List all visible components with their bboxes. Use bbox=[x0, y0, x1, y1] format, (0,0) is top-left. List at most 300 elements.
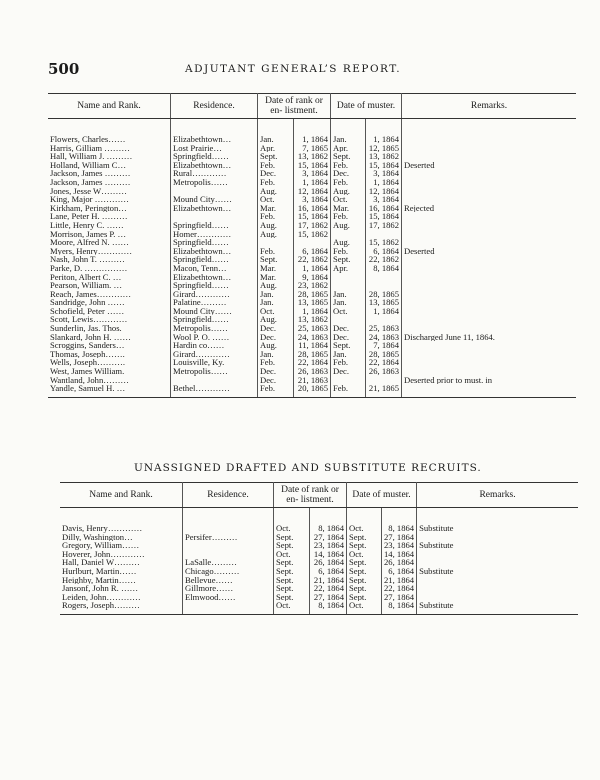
cell-muster-date: 12, 1864 bbox=[366, 187, 402, 196]
table-row bbox=[48, 247, 576, 256]
table-row bbox=[48, 264, 576, 273]
cell-muster-month: Oct. bbox=[331, 195, 366, 204]
cell-muster-month: Sept. bbox=[347, 567, 382, 576]
cell-muster-month: Sept. bbox=[347, 593, 382, 602]
cell-muster-month: Sept. bbox=[347, 558, 382, 567]
cell-remarks: Substitute bbox=[419, 541, 454, 550]
cell-muster-date: 26, 1864 bbox=[382, 558, 417, 567]
cell-muster-date: 6, 1864 bbox=[366, 247, 402, 256]
table-row bbox=[60, 524, 578, 533]
cell-muster-date bbox=[366, 273, 402, 282]
cell-name: Hall, Daniel W……… bbox=[60, 558, 183, 567]
cell-rank-date: 26, 1863 bbox=[294, 367, 331, 376]
cell-name: Myers, Henry………… bbox=[48, 247, 171, 256]
cell-muster-date: 1, 1864 bbox=[366, 135, 402, 144]
table-row bbox=[48, 376, 576, 385]
table-row bbox=[48, 315, 576, 324]
cell-rank-month: Jan. bbox=[258, 350, 294, 359]
cell-muster-date: 21, 1864 bbox=[382, 576, 417, 585]
cell-muster-date: 22, 1864 bbox=[366, 358, 402, 367]
cell-rank-month: Dec. bbox=[258, 169, 294, 178]
cell-rank-date bbox=[294, 238, 331, 247]
col-name-header: Name and Rank. bbox=[60, 483, 183, 508]
cell-rank-date: 21, 1863 bbox=[294, 376, 331, 385]
cell-rank-date: 1, 1864 bbox=[294, 307, 331, 316]
cell-remarks bbox=[402, 298, 577, 307]
cell-rank-date: 15, 1864 bbox=[294, 161, 331, 170]
cell-muster-date: 21, 1865 bbox=[366, 384, 402, 393]
cell-name: Jackson, James ……… bbox=[48, 178, 171, 187]
table-row bbox=[48, 298, 576, 307]
cell-residence bbox=[171, 212, 258, 221]
cell-remarks bbox=[402, 144, 577, 153]
cell-remarks: Substitute bbox=[419, 566, 454, 576]
cell-rank-month: Feb. bbox=[258, 178, 294, 187]
cell-residence: Metropolis…… bbox=[171, 178, 258, 187]
cell-name: King, Major ………… bbox=[48, 195, 171, 204]
cell-rank-month: Oct. bbox=[274, 524, 310, 533]
cell-remarks bbox=[402, 230, 577, 239]
col-residence-header: Residence. bbox=[171, 94, 258, 119]
cell-name: Rogers, Joseph……… bbox=[60, 601, 183, 610]
cell-muster-month: Sept. bbox=[331, 152, 366, 161]
cell-rank-month: Feb. bbox=[258, 247, 294, 256]
cell-rank-month: Sept. bbox=[274, 541, 310, 550]
cell-muster-date: 26, 1863 bbox=[366, 367, 402, 376]
cell-name: Dilly, Washington… bbox=[60, 533, 183, 542]
cell-rank-month: Aug. bbox=[258, 341, 294, 350]
cell-name: Wantland, John……… bbox=[48, 376, 171, 385]
cell-name: Flowers, Charles…… bbox=[48, 135, 171, 144]
cell-residence: LaSalle……… bbox=[183, 558, 274, 567]
cell-residence: Springfield…… bbox=[171, 221, 258, 230]
cell-remarks bbox=[402, 135, 577, 144]
cell-residence: Girard………… bbox=[171, 290, 258, 299]
cell-muster-date: 23, 1864 bbox=[382, 541, 417, 550]
cell-muster-month: Apr. bbox=[331, 264, 366, 273]
cell-muster-month: Sept. bbox=[347, 576, 382, 585]
cell-name: Hurlburt, Martin…… bbox=[60, 567, 183, 576]
cell-remarks bbox=[402, 187, 577, 196]
cell-name: Leiden, John………… bbox=[60, 593, 183, 602]
table-row bbox=[60, 601, 578, 610]
cell-remarks bbox=[402, 255, 577, 264]
table-row bbox=[48, 230, 576, 239]
cell-rank-date: 23, 1864 bbox=[310, 541, 347, 550]
table-row bbox=[48, 384, 576, 393]
table-row bbox=[48, 152, 576, 161]
cell-residence: Metropolis…… bbox=[171, 324, 258, 333]
cell-rank-month: Sept. bbox=[274, 533, 310, 542]
table-row bbox=[60, 576, 578, 585]
cell-muster-date: 7, 1864 bbox=[366, 341, 402, 350]
table-row bbox=[48, 238, 576, 247]
cell-rank-date: 13, 1862 bbox=[294, 315, 331, 324]
cell-residence bbox=[183, 541, 274, 550]
cell-muster-date: 24, 1863 bbox=[366, 333, 402, 342]
cell-muster-month: Aug. bbox=[331, 187, 366, 196]
cell-muster-month: Aug. bbox=[331, 221, 366, 230]
cell-name: Hoverer, John………… bbox=[60, 550, 183, 559]
cell-muster-date: 27, 1864 bbox=[382, 533, 417, 542]
cell-rank-date: 24, 1863 bbox=[294, 333, 331, 342]
cell-muster-date: 3, 1864 bbox=[366, 195, 402, 204]
cell-residence: Springfield…… bbox=[171, 255, 258, 264]
col-rank-date-header: Date of rank or en- listment. bbox=[258, 94, 331, 119]
cell-residence: Springfield…… bbox=[171, 152, 258, 161]
cell-remarks bbox=[402, 221, 577, 230]
cell-residence: Elizabethtown… bbox=[171, 247, 258, 256]
cell-remarks bbox=[417, 550, 578, 559]
cell-muster-month: Jan. bbox=[331, 350, 366, 359]
cell-muster-month: Aug. bbox=[331, 238, 366, 247]
cell-residence: Macon, Tenn… bbox=[171, 264, 258, 273]
table-row bbox=[48, 273, 576, 282]
cell-rank-date: 28, 1865 bbox=[294, 290, 331, 299]
cell-remarks: Deserted prior to must. in bbox=[404, 375, 493, 385]
cell-name: Jackson, James ……… bbox=[48, 169, 171, 178]
cell-muster-date: 3, 1864 bbox=[366, 169, 402, 178]
cell-muster-month: Jan. bbox=[331, 135, 366, 144]
cell-muster-month: Sept. bbox=[347, 584, 382, 593]
cell-name: Wells, Joseph………. bbox=[48, 358, 171, 367]
cell-residence bbox=[171, 187, 258, 196]
col-remarks-header: Remarks. bbox=[402, 94, 577, 119]
table-row bbox=[48, 161, 576, 170]
table-row bbox=[48, 135, 576, 144]
cell-rank-month: Mar. bbox=[258, 204, 294, 213]
cell-remarks bbox=[402, 212, 577, 221]
cell-muster-date: 8, 1864 bbox=[382, 601, 417, 610]
col-muster-date-header: Date of muster. bbox=[347, 483, 417, 508]
cell-remarks bbox=[402, 358, 577, 367]
cell-rank-date: 15, 1862 bbox=[294, 230, 331, 239]
cell-residence: Girard………… bbox=[171, 350, 258, 359]
cell-residence: Mound City…… bbox=[171, 307, 258, 316]
table-row bbox=[48, 212, 576, 221]
cell-residence: Elizabethtown… bbox=[171, 204, 258, 213]
cell-rank-date: 21, 1864 bbox=[310, 576, 347, 585]
cell-rank-date: 6, 1864 bbox=[294, 247, 331, 256]
cell-residence: Palatine……… bbox=[171, 298, 258, 307]
cell-name: Lane, Peter H. ……… bbox=[48, 212, 171, 221]
cell-remarks: Discharged June 11, 1864. bbox=[404, 332, 495, 342]
cell-remarks: Substitute bbox=[419, 601, 454, 610]
cell-residence: Homer………… bbox=[171, 230, 258, 239]
cell-muster-date: 15, 1862 bbox=[366, 238, 402, 247]
cell-residence bbox=[171, 376, 258, 385]
col-residence-header: Residence. bbox=[183, 483, 274, 508]
cell-rank-month: Aug. bbox=[258, 230, 294, 239]
cell-rank-month: Sept. bbox=[274, 558, 310, 567]
cell-rank-date: 1, 1864 bbox=[294, 178, 331, 187]
cell-rank-month: Feb. bbox=[258, 358, 294, 367]
cell-rank-date: 12, 1864 bbox=[294, 187, 331, 196]
table-row bbox=[48, 221, 576, 230]
cell-residence: Rural………… bbox=[171, 169, 258, 178]
table-row bbox=[48, 178, 576, 187]
cell-name: Kirkham, Perington… bbox=[48, 204, 171, 213]
cell-name: Yandle, Samuel H. … bbox=[48, 384, 171, 393]
cell-rank-month: Aug. bbox=[258, 315, 294, 324]
cell-name: Nash, John T. ……… bbox=[48, 255, 171, 264]
cell-rank-month: Aug. bbox=[258, 221, 294, 230]
cell-muster-date: 16, 1864 bbox=[366, 204, 402, 213]
cell-rank-date: 26, 1864 bbox=[310, 558, 347, 567]
cell-name: Scott, Lewis………… bbox=[48, 315, 171, 324]
table-row bbox=[48, 350, 576, 359]
cell-name: Jones, Jesse W……… bbox=[48, 187, 171, 196]
cell-remarks bbox=[402, 341, 577, 350]
cell-remarks: Rejected bbox=[404, 203, 435, 213]
table-row bbox=[48, 144, 576, 153]
cell-remarks bbox=[402, 281, 577, 290]
cell-rank-date: 3, 1864 bbox=[294, 195, 331, 204]
cell-rank-month: Feb. bbox=[258, 212, 294, 221]
table-row bbox=[48, 169, 576, 178]
cell-muster-date: 22, 1864 bbox=[382, 584, 417, 593]
cell-rank-month: Sept. bbox=[258, 255, 294, 264]
cell-rank-month: Mar. bbox=[258, 264, 294, 273]
cell-rank-date: 1, 1864 bbox=[294, 264, 331, 273]
cell-muster-month: Sept. bbox=[347, 533, 382, 542]
cell-muster-month bbox=[331, 376, 366, 385]
table-row bbox=[60, 550, 578, 559]
table-row bbox=[60, 533, 578, 542]
cell-residence: Persifer……… bbox=[183, 533, 274, 542]
cell-rank-date: 22, 1862 bbox=[294, 255, 331, 264]
cell-muster-date: 8, 1864 bbox=[382, 524, 417, 533]
cell-name: Schofield, Peter …… bbox=[48, 307, 171, 316]
cell-rank-month: Feb. bbox=[258, 384, 294, 393]
cell-residence bbox=[183, 550, 274, 559]
cell-residence: Elizabethtown… bbox=[171, 273, 258, 282]
cell-muster-month: Jan. bbox=[331, 290, 366, 299]
cell-name: Periton, Albert C. … bbox=[48, 273, 171, 282]
cell-rank-date: 22, 1864 bbox=[310, 584, 347, 593]
cell-rank-month: Dec. bbox=[258, 367, 294, 376]
roster-table bbox=[48, 93, 576, 398]
cell-rank-month: Sept. bbox=[274, 584, 310, 593]
cell-rank-month: Oct. bbox=[274, 601, 310, 610]
cell-rank-date: 28, 1865 bbox=[294, 350, 331, 359]
col-rank-date-header: Date of rank or en- listment. bbox=[274, 483, 347, 508]
cell-muster-month: Sept. bbox=[331, 341, 366, 350]
cell-name: Gregory, William…… bbox=[60, 541, 183, 550]
col-name-header: Name and Rank. bbox=[48, 94, 171, 119]
col-remarks-header: Remarks. bbox=[417, 483, 578, 508]
cell-remarks bbox=[402, 307, 577, 316]
cell-muster-month: Feb. bbox=[331, 358, 366, 367]
cell-residence: Louisville, Ky. bbox=[171, 358, 258, 367]
cell-rank-date: 11, 1864 bbox=[294, 341, 331, 350]
cell-remarks: Deserted bbox=[404, 246, 435, 256]
cell-muster-month: Dec. bbox=[331, 169, 366, 178]
cell-remarks bbox=[402, 169, 577, 178]
cell-remarks bbox=[417, 576, 578, 585]
cell-rank-month: Jan. bbox=[258, 290, 294, 299]
cell-rank-date: 27, 1864 bbox=[310, 533, 347, 542]
cell-muster-date bbox=[366, 376, 402, 385]
cell-muster-date: 28, 1865 bbox=[366, 350, 402, 359]
cell-muster-month: Dec. bbox=[331, 324, 366, 333]
cell-name: West, James William. bbox=[48, 367, 171, 376]
cell-rank-month: Oct. bbox=[258, 195, 294, 204]
cell-muster-date: 22, 1862 bbox=[366, 255, 402, 264]
cell-rank-month: Sept. bbox=[274, 567, 310, 576]
cell-residence: Hardin co…… bbox=[171, 341, 258, 350]
cell-muster-month: Apr. bbox=[331, 144, 366, 153]
cell-remarks bbox=[402, 178, 577, 187]
cell-remarks bbox=[402, 367, 577, 376]
cell-rank-date: 1, 1864 bbox=[294, 135, 331, 144]
cell-name: Sandridge, John …… bbox=[48, 298, 171, 307]
cell-rank-date: 27, 1864 bbox=[310, 593, 347, 602]
cell-muster-month: Dec. bbox=[331, 367, 366, 376]
cell-muster-date: 14, 1864 bbox=[382, 550, 417, 559]
cell-muster-date: 13, 1862 bbox=[366, 152, 402, 161]
table-row bbox=[60, 584, 578, 593]
cell-remarks bbox=[402, 195, 577, 204]
cell-muster-date: 15, 1864 bbox=[366, 212, 402, 221]
cell-residence: Wool P. O. …… bbox=[171, 333, 258, 342]
cell-residence: Metropolis…… bbox=[171, 367, 258, 376]
cell-remarks bbox=[417, 533, 578, 542]
cell-rank-date: 20, 1865 bbox=[294, 384, 331, 393]
cell-rank-month: Sept. bbox=[274, 576, 310, 585]
cell-rank-month: Oct. bbox=[274, 550, 310, 559]
cell-rank-date: 16, 1864 bbox=[294, 204, 331, 213]
table-row bbox=[48, 333, 576, 342]
cell-name: Slankard, John H. …… bbox=[48, 333, 171, 342]
cell-name: Harris, Gilliam ……… bbox=[48, 144, 171, 153]
cell-rank-date: 15, 1864 bbox=[294, 212, 331, 221]
cell-residence: Chicago……… bbox=[183, 567, 274, 576]
cell-muster-date: 1, 1864 bbox=[366, 307, 402, 316]
cell-muster-date: 27, 1864 bbox=[382, 593, 417, 602]
cell-rank-date: 23, 1862 bbox=[294, 281, 331, 290]
cell-rank-month: Feb. bbox=[258, 161, 294, 170]
table-row bbox=[48, 367, 576, 376]
cell-rank-date: 13, 1865 bbox=[294, 298, 331, 307]
cell-rank-month: Apr. bbox=[258, 144, 294, 153]
running-head: ADJUTANT GENERAL’S REPORT. bbox=[185, 63, 402, 75]
table-row bbox=[48, 307, 576, 316]
cell-muster-date: 28, 1865 bbox=[366, 290, 402, 299]
cell-muster-month: Mar. bbox=[331, 204, 366, 213]
cell-muster-month bbox=[331, 315, 366, 324]
cell-rank-month: Dec. bbox=[258, 376, 294, 385]
cell-muster-month: Feb. bbox=[331, 247, 366, 256]
cell-residence: Bellevue…… bbox=[183, 576, 274, 585]
table-row bbox=[48, 255, 576, 264]
cell-rank-month: Jan. bbox=[258, 298, 294, 307]
table-row bbox=[48, 358, 576, 367]
cell-rank-month: Dec. bbox=[258, 333, 294, 342]
cell-rank-date: 22, 1864 bbox=[294, 358, 331, 367]
cell-muster-date: 25, 1863 bbox=[366, 324, 402, 333]
cell-muster-month bbox=[331, 230, 366, 239]
cell-muster-month: Jan. bbox=[331, 298, 366, 307]
table-row bbox=[48, 281, 576, 290]
cell-muster-month: Feb. bbox=[331, 178, 366, 187]
cell-muster-month: Feb. bbox=[331, 212, 366, 221]
cell-muster-month: Sept. bbox=[331, 255, 366, 264]
table-row bbox=[48, 195, 576, 204]
table-row bbox=[48, 290, 576, 299]
cell-muster-date: 17, 1862 bbox=[366, 221, 402, 230]
table-row bbox=[48, 187, 576, 196]
table-row bbox=[60, 541, 578, 550]
cell-residence: Lost Prairie… bbox=[171, 144, 258, 153]
cell-muster-month: Feb. bbox=[331, 161, 366, 170]
cell-remarks bbox=[402, 273, 577, 282]
cell-residence: Gillmore…… bbox=[183, 584, 274, 593]
cell-remarks bbox=[402, 152, 577, 161]
table-row bbox=[48, 341, 576, 350]
cell-remarks bbox=[402, 290, 577, 299]
table-row bbox=[60, 558, 578, 567]
section-title: UNASSIGNED DRAFTED AND SUBSTITUTE RECRUITS. bbox=[134, 462, 482, 474]
cell-muster-date bbox=[366, 230, 402, 239]
cell-rank-date: 7, 1865 bbox=[294, 144, 331, 153]
cell-rank-month: Aug. bbox=[258, 281, 294, 290]
cell-rank-date: 8, 1864 bbox=[310, 601, 347, 610]
cell-rank-month: Jan. bbox=[258, 135, 294, 144]
cell-rank-date: 3, 1864 bbox=[294, 169, 331, 178]
cell-muster-month: Oct. bbox=[347, 524, 382, 533]
cell-muster-date: 12, 1865 bbox=[366, 144, 402, 153]
cell-residence: Elmwood…… bbox=[183, 593, 274, 602]
cell-remarks bbox=[417, 593, 578, 602]
cell-muster-date: 8, 1864 bbox=[366, 264, 402, 273]
cell-name: Thomas, Joseph……. bbox=[48, 350, 171, 359]
table-row bbox=[48, 204, 576, 213]
cell-muster-date bbox=[366, 315, 402, 324]
cell-muster-month: Oct. bbox=[347, 550, 382, 559]
cell-muster-month: Dec. bbox=[331, 333, 366, 342]
cell-remarks: Deserted bbox=[404, 160, 435, 170]
cell-muster-month bbox=[331, 273, 366, 282]
cell-rank-month: Sept. bbox=[274, 593, 310, 602]
cell-name: Pearson, William. … bbox=[48, 281, 171, 290]
cell-muster-date: 6, 1864 bbox=[382, 567, 417, 576]
cell-remarks bbox=[402, 315, 577, 324]
cell-rank-date: 14, 1864 bbox=[310, 550, 347, 559]
cell-remarks bbox=[417, 584, 578, 593]
col-muster-date-header: Date of muster. bbox=[331, 94, 402, 119]
cell-residence: Springfield…… bbox=[171, 315, 258, 324]
cell-residence bbox=[183, 524, 274, 533]
cell-rank-date: 13, 1862 bbox=[294, 152, 331, 161]
cell-name: Davis, Henry………… bbox=[60, 524, 183, 533]
cell-name: Parke, D. …………… bbox=[48, 264, 171, 273]
cell-name: Morrison, James P. … bbox=[48, 230, 171, 239]
cell-muster-month: Feb. bbox=[331, 384, 366, 393]
cell-rank-month: Mar. bbox=[258, 273, 294, 282]
cell-muster-month: Sept. bbox=[347, 541, 382, 550]
cell-remarks bbox=[417, 558, 578, 567]
cell-name: Heighby, Martin…… bbox=[60, 576, 183, 585]
cell-residence: Springfield…… bbox=[171, 281, 258, 290]
page-number: 500 bbox=[48, 60, 80, 78]
cell-name: Moore, Alfred N. …… bbox=[48, 238, 171, 247]
cell-residence: Bethel………… bbox=[171, 384, 258, 393]
cell-rank-date: 8, 1864 bbox=[310, 524, 347, 533]
cell-name: Jansonf, John R. …… bbox=[60, 584, 183, 593]
cell-muster-month: Oct. bbox=[331, 307, 366, 316]
cell-remarks bbox=[402, 350, 577, 359]
